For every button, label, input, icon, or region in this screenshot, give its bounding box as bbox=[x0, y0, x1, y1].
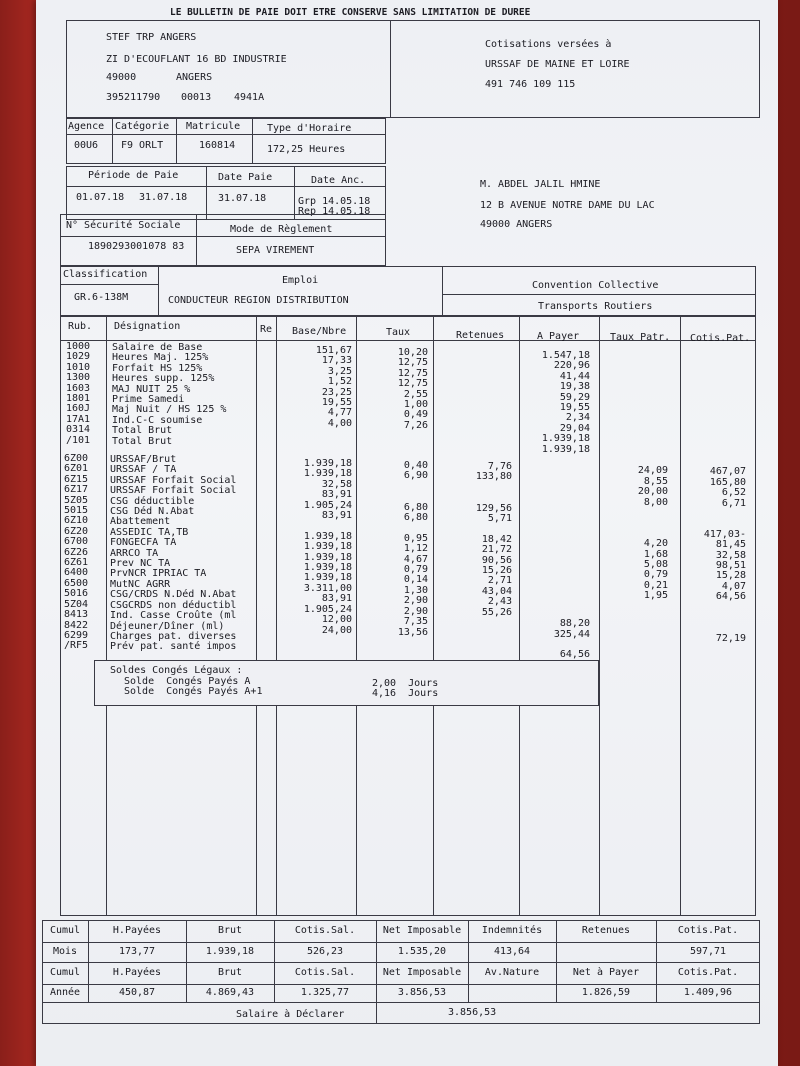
block2-rub: 6Z00 6Z01 6Z15 6Z17 5Z05 5015 6Z10 6Z20 6700 6Z26 6Z61 6400 6500 5016 5Z04 8413 8422 6299 /RF5 bbox=[64, 453, 89, 652]
totals-header-cell: Indemnités bbox=[481, 925, 543, 936]
totals-value-cell: Année bbox=[49, 987, 81, 998]
block1-base: 151,67 17,33 3,25 1,52 23,25 19,55 4,77 4,00 bbox=[315, 345, 352, 429]
header-tauxpatr: Taux Patr. bbox=[610, 332, 671, 343]
convention-label: Convention Collective bbox=[532, 280, 659, 291]
totals-value-cell: 1.325,77 bbox=[300, 987, 350, 998]
conges-lines: Solde Congés Payés A Solde Congés Payés A+1 bbox=[124, 676, 263, 698]
employer-name: STEF TRP ANGERS bbox=[106, 32, 197, 43]
conges-values: 2,00 Jours 4,16 Jours bbox=[372, 678, 439, 700]
block2-designation: URSSAF/Brut URSSAF / TA URSSAF Forfait Social URSSAF Forfait Social CSG déductible CSG Déd N.Abat Abattement ASSEDIC TA,TB FONGECFA TA ARRCO TA Prev NC TA PrvNCR IPRIAC TA MutNC AGRR CSG/CRDS N.Déd N.Abat CSGCRDS non déductibl Ind. Casse Croûte (ml Déjeuner/Dîner (ml) Charges pat. diverses Prév pat. santé impos bbox=[110, 454, 237, 653]
totals-header-cell: Cumul bbox=[49, 967, 81, 978]
header-retenues: Retenues bbox=[456, 330, 505, 341]
urssaf-line2: URSSAF DE MAINE ET LOIRE bbox=[485, 59, 630, 70]
employer-address: ZI D'ECOUFLANT 16 BD INDUSTRIE bbox=[106, 54, 287, 65]
totals-header-cell: Brut bbox=[217, 967, 243, 978]
totals-value-cell: 3.856,53 bbox=[397, 987, 447, 998]
block2-apayer: 88,20 325,44 64,56 bbox=[553, 618, 590, 661]
employer-city: ANGERS bbox=[176, 72, 213, 83]
block2-taux: 0,40 6,90 6,80 6,80 0,95 1,12 4,67 0,79 0,14 1,30 2,90 2,90 7,35 13,56 bbox=[397, 460, 428, 638]
datepaie-value: 31.07.18 bbox=[218, 193, 267, 204]
header-re: Re bbox=[260, 324, 273, 335]
urssaf-line1: Cotisations versées à bbox=[485, 39, 612, 50]
mode-value: SEPA VIREMENT bbox=[236, 245, 315, 256]
matricule-label: Matricule bbox=[186, 121, 241, 132]
convention-value: Transports Routiers bbox=[538, 301, 653, 312]
employer-ape: 4941A bbox=[234, 92, 265, 103]
totals-value-cell: 526,23 bbox=[306, 946, 344, 957]
conges-title: Soldes Congés Légaux : bbox=[110, 665, 243, 676]
totals-header-cell: Cotis.Pat. bbox=[677, 967, 739, 978]
horaire-label: Type d'Horaire bbox=[267, 123, 352, 134]
block2-cotispat: 467,07 165,80 6,52 6,71 417,03- 81,45 32,58 98,51 15,28 4,07 64,56 72,19 bbox=[703, 466, 746, 644]
classification-value: GR.6-138M bbox=[74, 292, 129, 303]
totals-header-cell: H.Payées bbox=[112, 925, 162, 936]
dateanc-rep: Rep 14.05.18 bbox=[298, 206, 371, 217]
block2-retenues: 7,76 133,80 129,56 5,71 18,42 21,72 90,56 15,26 2,71 43,04 2,43 55,26 bbox=[475, 461, 512, 618]
totals-value-cell: 173,77 bbox=[118, 946, 156, 957]
employer-siret: 395211790 bbox=[106, 92, 161, 103]
totals-value-cell: 597,71 bbox=[689, 946, 727, 957]
employee-city: 49000 ANGERS bbox=[480, 219, 553, 230]
horaire-value: 172,25 Heures bbox=[267, 144, 346, 155]
block1-rub: 1000 1029 1010 1300 1603 1801 160J 17A1 0314 /101 bbox=[66, 341, 91, 446]
classification-label: Classification bbox=[63, 269, 148, 280]
totals-header-cell: H.Payées bbox=[112, 967, 162, 978]
dateanc-grp: Grp 14.05.18 bbox=[298, 196, 371, 207]
agence-label: Agence bbox=[68, 121, 105, 132]
totals-header-cell: Net à Payer bbox=[572, 967, 640, 978]
header-cotispat: Cotis.Pat. bbox=[690, 333, 751, 344]
employer-siret2: 00013 bbox=[181, 92, 212, 103]
totals-value-cell: 1.826,59 bbox=[581, 987, 631, 998]
header-taux: Taux bbox=[386, 327, 411, 338]
totals-value-cell: 413,64 bbox=[493, 946, 531, 957]
matricule-value: 160814 bbox=[199, 140, 236, 151]
employer-postcode: 49000 bbox=[106, 72, 137, 83]
totals-value-cell: Mois bbox=[52, 946, 78, 957]
declare-label: Salaire à Déclarer bbox=[236, 1009, 345, 1020]
periode-from: 01.07.18 bbox=[76, 192, 125, 203]
totals-header-cell: Retenues bbox=[581, 925, 631, 936]
totals-value-cell: 1.409,96 bbox=[683, 987, 733, 998]
block1-taux: 10,20 12,75 12,75 12,75 2,55 1,00 0,49 7,26 bbox=[397, 347, 428, 431]
block1-apayer: 1.547,18 220,96 41,44 19,38 59,29 19,55 2,34 29,04 1.939,18 1.939,18 bbox=[541, 350, 590, 455]
employee-name: M. ABDEL JALIL HMINE bbox=[480, 179, 601, 190]
document-title: LE BULLETIN DE PAIE DOIT ETRE CONSERVE SANS LIMITATION DE DUREE bbox=[170, 7, 531, 18]
totals-header-cell: Brut bbox=[217, 925, 243, 936]
employee-address: 12 B AVENUE NOTRE DAME DU LAC bbox=[480, 200, 655, 211]
emploi-value: CONDUCTEUR REGION DISTRIBUTION bbox=[168, 295, 349, 306]
agence-value: 00U6 bbox=[74, 140, 99, 151]
header-base: Base/Nbre bbox=[292, 326, 347, 337]
periode-to: 31.07.18 bbox=[139, 192, 188, 203]
block1-designation: Salaire de Base Heures Maj. 125% Forfait HS 125% Heures supp. 125% MAJ NUIT 25 % Prime Samedi Maj Nuit / HS 125 % Ind.C-C soumise Total Brut Total Brut bbox=[112, 342, 227, 447]
totals-value-cell: 4.869,43 bbox=[205, 987, 255, 998]
urssaf-number: 491 746 109 115 bbox=[485, 79, 576, 90]
totals-header-cell: Cotis.Pat. bbox=[677, 925, 739, 936]
payslip-paper bbox=[36, 0, 778, 1066]
totals-header-cell: Net Imposable bbox=[382, 967, 462, 978]
categorie-label: Catégorie bbox=[115, 121, 170, 132]
totals-value-cell: 1.535,20 bbox=[397, 946, 447, 957]
datepaie-label: Date Paie bbox=[218, 172, 273, 183]
dateanc-label: Date Anc. bbox=[311, 175, 366, 186]
secu-label: N° Sécurité Sociale bbox=[66, 220, 181, 231]
totals-header-cell: Cumul bbox=[49, 925, 81, 936]
totals-value-cell: 450,87 bbox=[118, 987, 156, 998]
secu-number: 1890293001078 83 bbox=[88, 241, 185, 252]
periode-label: Période de Paie bbox=[88, 170, 179, 181]
totals-header-cell: Cotis.Sal. bbox=[294, 967, 356, 978]
totals-value-cell: 1.939,18 bbox=[205, 946, 255, 957]
emploi-label: Emploi bbox=[282, 275, 319, 286]
mode-label: Mode de Règlement bbox=[230, 224, 333, 235]
block2-tauxpatr: 24,09 8,55 20,00 8,00 4,20 1,68 5,08 0,79 0,21 1,95 bbox=[637, 465, 668, 602]
totals-header-cell: Cotis.Sal. bbox=[294, 925, 356, 936]
totals-header-cell: Av.Nature bbox=[484, 967, 540, 978]
header-designation: Désignation bbox=[114, 321, 181, 332]
header-rub: Rub. bbox=[68, 321, 93, 332]
declare-value: 3.856,53 bbox=[448, 1007, 497, 1018]
categorie-value: F9 ORLT bbox=[121, 140, 164, 151]
block2-base: 1.939,18 1.939,18 32,58 83,91 1.905,24 83,91 1.939,18 1.939,18 1.939,18 1.939,18 1.939,18 3.311,00 83,91 1.905,24 12,00 24,00 bbox=[303, 458, 352, 636]
totals-header-cell: Net Imposable bbox=[382, 925, 462, 936]
header-apayer: A Payer bbox=[537, 331, 580, 342]
